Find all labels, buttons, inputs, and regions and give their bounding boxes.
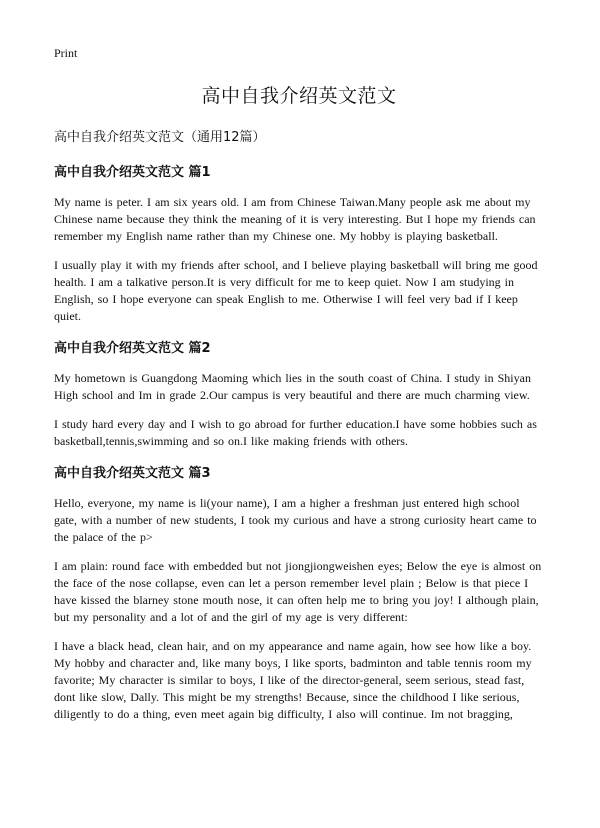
paragraph: I study hard every day and I wish to go abroad for further education.I have some hobbies such as basketball,tennis,swimming and so on.I like making friends with others. xyxy=(54,417,537,448)
document-subtitle: 高中自我介绍英文范文（通用12篇） xyxy=(54,130,266,145)
paragraph: I usually play it with my friends after school, and I believe playing basketball will bring me good health. I am a talkative person.It is very difficult for me to keep quiet. Now I am studying in English, so I hope everyone can speak English to me. Otherwise I will feel very bad if I keep quiet. xyxy=(54,258,538,323)
section-3 xyxy=(54,462,544,723)
paragraph: Hello, everyone, my name is li(your name), I am a higher a freshman just entered high school gate, with a number of new students, I took my curious and have a strong curiosity heart came to the palace of the p> xyxy=(54,496,537,544)
print-label[interactable]: Print xyxy=(54,46,78,60)
paragraph: My name is peter. I am six years old. I am from Chinese Taiwan.Many people ask me about my Chinese name because they think the meaning of it is very interesting. But I hope my friends can remember my English name rather than my Chinese one. My hobby is playing basketball. xyxy=(54,195,536,243)
section-heading: 高中自我介绍英文范文 篇3 xyxy=(54,466,211,481)
paragraph: I am plain: round face with embedded but not jiongjiongweishen eyes; Below the eye is almost on the face of the nose collapse, even can let a person remember level plain ; Below is that piece I have kissed the blarney stone mouth nose, it can often help me to bring you joy! I although plain, but my personality and a lot of and the girl of my age is very different: xyxy=(54,559,542,624)
section-heading: 高中自我介绍英文范文 篇2 xyxy=(54,341,211,356)
section-1 xyxy=(54,161,544,325)
paragraph: I have a black head, clean hair, and on my appearance and name again, how see how like a boy. My hobby and character and, like many boys, I like sports, badminton and table tennis room my favorite; My character is similar to boys, I like of the director-general, seem serious, stead fast, dont like slow, Dally. This might be my strengths! Because, since the childhood I like serious, diligently to do a thing, even meet again big difficulty, I also will continue. Im not bragging, xyxy=(54,639,532,721)
section-2 xyxy=(54,337,544,450)
paragraph: My hometown is Guangdong Maoming which lies in the south coast of China. I study in Shiyan High school and Im in grade 2.Our campus is very beautiful and there are much charming view. xyxy=(54,371,531,402)
section-heading: 高中自我介绍英文范文 篇1 xyxy=(54,165,211,180)
document-title: 高中自我介绍英文范文 xyxy=(201,85,397,107)
